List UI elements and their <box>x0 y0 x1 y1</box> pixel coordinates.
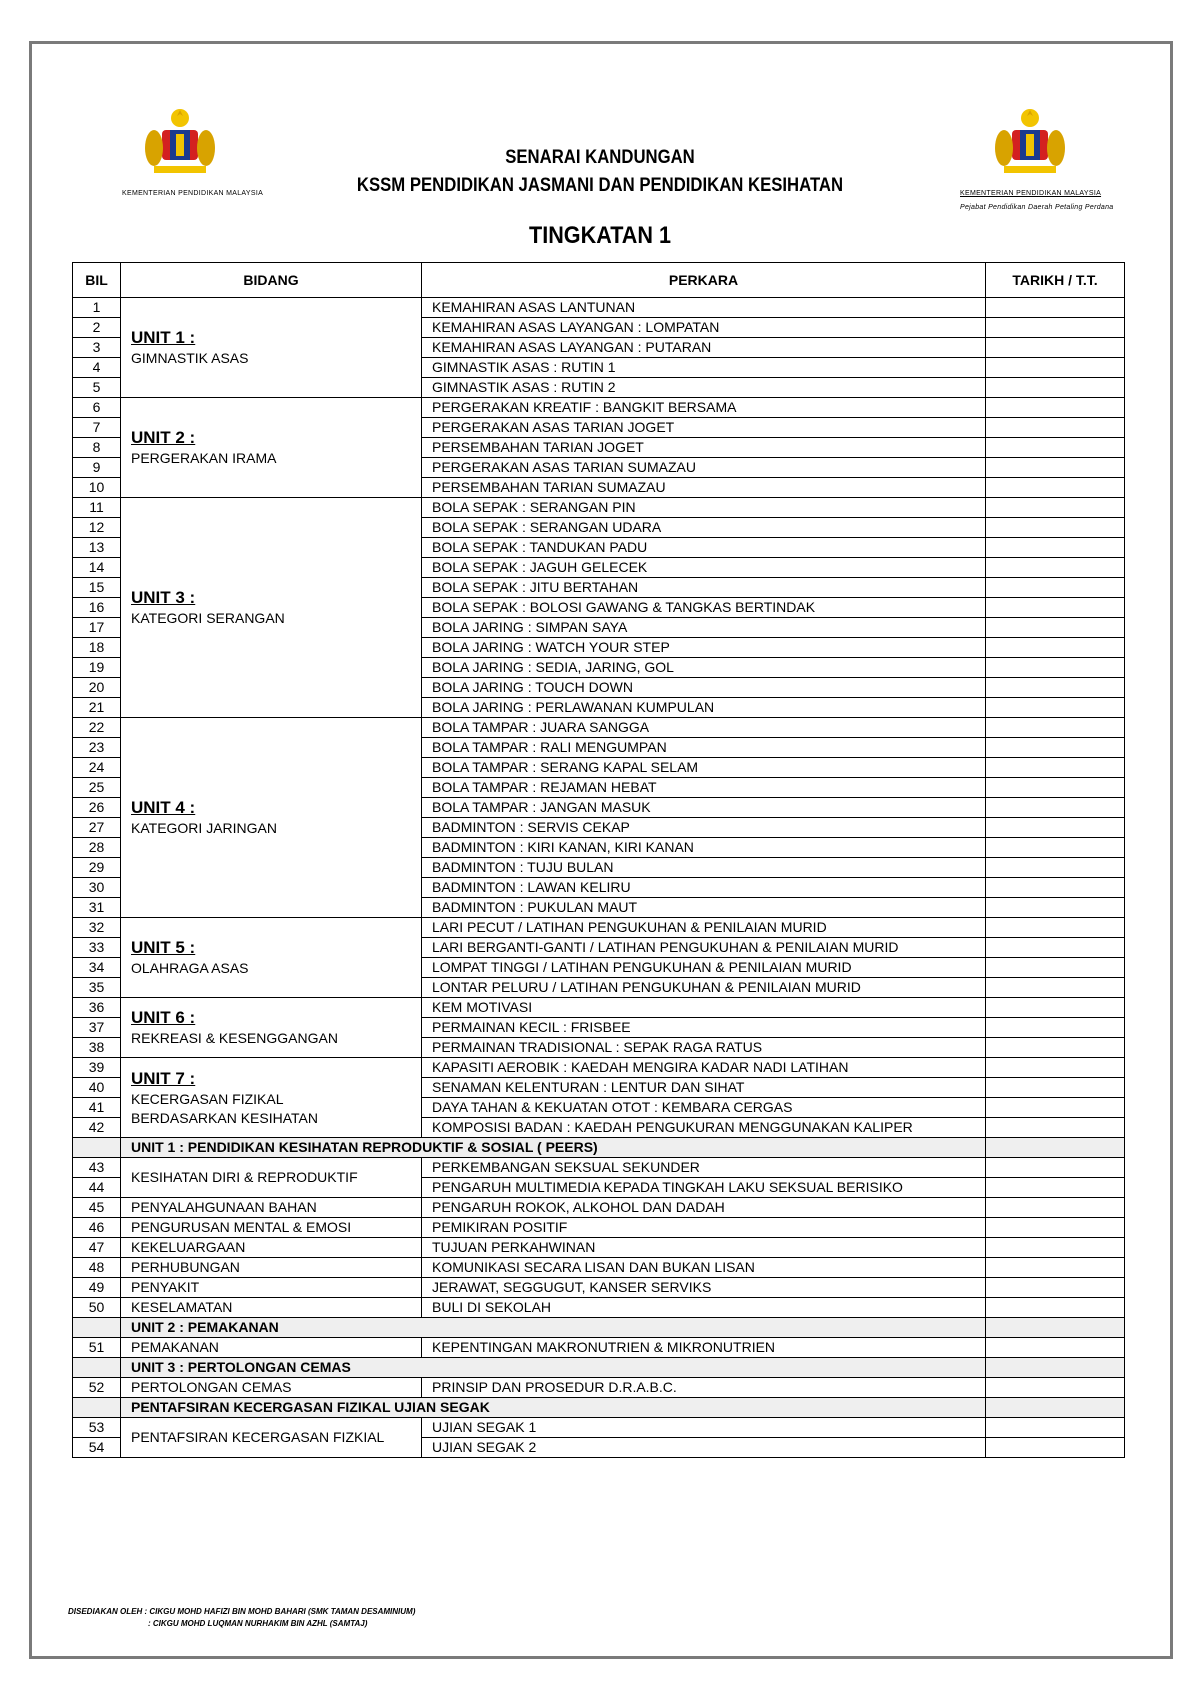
section-title: UNIT 1 : PENDIDIKAN KESIHATAN REPRODUKTIF & SOSIAL ( PEERS) <box>121 1138 986 1158</box>
row-tarikh-cell <box>986 1218 1125 1238</box>
row-perkara: BOLA TAMPAR : RALI MENGUMPAN <box>422 738 986 758</box>
row-tarikh-cell <box>986 578 1125 598</box>
section-title: UNIT 3 : PERTOLONGAN CEMAS <box>121 1358 986 1378</box>
row-perkara: PRINSIP DAN PROSEDUR D.R.A.B.C. <box>422 1378 986 1398</box>
row-perkara: PENGARUH MULTIMEDIA KEPADA TINGKAH LAKU SEKSUAL BERISIKO <box>422 1178 986 1198</box>
row-perkara: KEMAHIRAN ASAS LAYANGAN : PUTARAN <box>422 338 986 358</box>
bidang-cell <box>121 1298 422 1318</box>
row-bil: 21 <box>73 698 121 718</box>
row-perkara: KEMAHIRAN ASAS LANTUNAN <box>422 298 986 318</box>
row-perkara: PERMAINAN TRADISIONAL : SEPAK RAGA RATUS <box>422 1038 986 1058</box>
bidang-name: KATEGORI JARINGAN <box>131 820 277 836</box>
row-bil: 4 <box>73 358 121 378</box>
bidang-name: PENGURUSAN MENTAL & EMOSI <box>131 1219 352 1235</box>
row-bil: 6 <box>73 398 121 418</box>
row-perkara: KOMUNIKASI SECARA LISAN DAN BUKAN LISAN <box>422 1258 986 1278</box>
header-bil: BIL <box>73 263 121 298</box>
bidang-cell <box>121 1338 422 1358</box>
row-bil: 24 <box>73 758 121 778</box>
bidang-name: PENTAFSIRAN KECERGASAN FIZKIAL <box>131 1429 385 1445</box>
row-perkara: LOMPAT TINGGI / LATIHAN PENGUKUHAN & PENILAIAN MURID <box>422 958 986 978</box>
table-row <box>73 1418 1125 1438</box>
row-tarikh-cell <box>986 1118 1125 1138</box>
bidang-cell <box>121 1158 422 1198</box>
row-bil: 45 <box>73 1198 121 1218</box>
row-perkara: BOLA TAMPAR : JUARA SANGGA <box>422 718 986 738</box>
row-tarikh-cell <box>986 1098 1125 1118</box>
row-bil: 15 <box>73 578 121 598</box>
bidang-cell <box>121 1258 422 1278</box>
bidang-name: PERGERAKAN IRAMA <box>131 450 277 466</box>
bidang-name: KECERGASAN FIZIKAL <box>131 1090 284 1107</box>
row-tarikh-cell <box>986 878 1125 898</box>
row-perkara: BULI DI SEKOLAH <box>422 1298 986 1318</box>
row-tarikh-cell <box>986 938 1125 958</box>
footer <box>68 1606 415 1630</box>
bidang-cell <box>121 1418 422 1458</box>
row-tarikh-cell <box>986 1058 1125 1078</box>
row-tarikh-cell <box>986 618 1125 638</box>
malaysia-crest-right-icon <box>990 104 1070 184</box>
row-tarikh-cell <box>986 958 1125 978</box>
bidang-name: KESIHATAN DIRI & REPRODUKTIF <box>131 1169 358 1185</box>
section-row <box>73 1318 1125 1338</box>
title-block <box>250 144 950 250</box>
unit-label: UNIT 2 : <box>131 428 196 447</box>
section-bil-cell <box>73 1398 121 1418</box>
row-perkara: PERSEMBAHAN TARIAN JOGET <box>422 438 986 458</box>
title-kssm: KSSM PENDIDIKAN JASMANI DAN PENDIDIKAN KESIHATAN <box>356 175 844 196</box>
row-tarikh-cell <box>986 478 1125 498</box>
row-tarikh-cell <box>986 538 1125 558</box>
row-perkara: BOLA SEPAK : TANDUKAN PADU <box>422 538 986 558</box>
row-tarikh-cell <box>986 338 1125 358</box>
row-bil: 13 <box>73 538 121 558</box>
row-bil: 20 <box>73 678 121 698</box>
row-tarikh-cell <box>986 798 1125 818</box>
row-bil: 25 <box>73 778 121 798</box>
row-bil: 18 <box>73 638 121 658</box>
table-row <box>73 298 1125 318</box>
row-bil: 46 <box>73 1218 121 1238</box>
table-row <box>73 1298 1125 1318</box>
row-bil: 5 <box>73 378 121 398</box>
unit-label: UNIT 6 : <box>131 1008 196 1027</box>
row-bil: 48 <box>73 1258 121 1278</box>
row-perkara: BOLA JARING : SIMPAN SAYA <box>422 618 986 638</box>
table-row <box>73 1378 1125 1398</box>
row-bil: 32 <box>73 918 121 938</box>
row-perkara: BOLA SEPAK : SERANGAN PIN <box>422 498 986 518</box>
row-perkara: PERMAINAN KECIL : FRISBEE <box>422 1018 986 1038</box>
row-perkara: PERSEMBAHAN TARIAN SUMAZAU <box>422 478 986 498</box>
row-bil: 27 <box>73 818 121 838</box>
row-tarikh-cell <box>986 1418 1125 1438</box>
row-bil: 17 <box>73 618 121 638</box>
row-bil: 40 <box>73 1078 121 1098</box>
row-bil: 1 <box>73 298 121 318</box>
row-perkara: PERKEMBANGAN SEKSUAL SEKUNDER <box>422 1158 986 1178</box>
row-tarikh-cell <box>986 378 1125 398</box>
row-tarikh-cell <box>986 438 1125 458</box>
section-row <box>73 1358 1125 1378</box>
title-tingkatan: TINGKATAN 1 <box>528 222 672 249</box>
row-bil: 22 <box>73 718 121 738</box>
row-tarikh-cell <box>986 998 1125 1018</box>
bidang-name: PEMAKANAN <box>131 1339 219 1355</box>
row-perkara: BOLA JARING : WATCH YOUR STEP <box>422 638 986 658</box>
row-perkara: BADMINTON : KIRI KANAN, KIRI KANAN <box>422 838 986 858</box>
left-logo-label: KEMENTERIAN PENDIDIKAN MALAYSIA <box>122 190 264 197</box>
row-perkara: BADMINTON : TUJU BULAN <box>422 858 986 878</box>
row-bil: 3 <box>73 338 121 358</box>
row-bil: 16 <box>73 598 121 618</box>
table-row <box>73 1238 1125 1258</box>
unit-label: UNIT 3 : <box>131 588 196 607</box>
row-bil: 36 <box>73 998 121 1018</box>
row-perkara: BOLA SEPAK : BOLOSI GAWANG & TANGKAS BERTINDAK <box>422 598 986 618</box>
contents-table <box>72 262 1125 1458</box>
table-row <box>73 498 1125 518</box>
row-tarikh-cell <box>986 1038 1125 1058</box>
row-perkara: LARI BERGANTI-GANTI / LATIHAN PENGUKUHAN & PENILAIAN MURID <box>422 938 986 958</box>
row-perkara: KEM MOTIVASI <box>422 998 986 1018</box>
row-tarikh-cell <box>986 518 1125 538</box>
row-perkara: BOLA SEPAK : JAGUH GELECEK <box>422 558 986 578</box>
row-perkara: PERGERAKAN KREATIF : BANGKIT BERSAMA <box>422 398 986 418</box>
bidang-name: KATEGORI SERANGAN <box>131 610 285 626</box>
row-perkara: GIMNASTIK ASAS : RUTIN 2 <box>422 378 986 398</box>
table-row <box>73 398 1125 418</box>
row-perkara: KOMPOSISI BADAN : KAEDAH PENGUKURAN MENGGUNAKAN KALIPER <box>422 1118 986 1138</box>
row-tarikh-cell <box>986 698 1125 718</box>
bidang-name: PENYALAHGUNAAN BAHAN <box>131 1199 317 1215</box>
malaysia-crest-left-icon <box>140 104 220 184</box>
row-tarikh-cell <box>986 1178 1125 1198</box>
row-tarikh-cell <box>986 1258 1125 1278</box>
right-logo-sublabel: Pejabat Pendidikan Daerah Petaling Perdana <box>960 204 1114 211</box>
row-perkara: BOLA TAMPAR : REJAMAN HEBAT <box>422 778 986 798</box>
table-row <box>73 1158 1125 1178</box>
row-perkara: UJIAN SEGAK 2 <box>422 1438 986 1458</box>
bidang-name: GIMNASTIK ASAS <box>131 350 249 366</box>
row-bil: 26 <box>73 798 121 818</box>
row-bil: 11 <box>73 498 121 518</box>
row-perkara: BOLA TAMPAR : SERANG KAPAL SELAM <box>422 758 986 778</box>
row-bil: 14 <box>73 558 121 578</box>
row-bil: 52 <box>73 1378 121 1398</box>
row-tarikh-cell <box>986 658 1125 678</box>
bidang-cell <box>121 1278 422 1298</box>
section-row <box>73 1398 1125 1418</box>
bidang-name: REKREASI & KESENGGANGAN <box>131 1030 338 1046</box>
table-row <box>73 1198 1125 1218</box>
row-perkara: DAYA TAHAN & KEKUATAN OTOT : KEMBARA CERGAS <box>422 1098 986 1118</box>
row-perkara: BOLA SEPAK : JITU BERTAHAN <box>422 578 986 598</box>
row-tarikh-cell <box>986 898 1125 918</box>
row-bil: 8 <box>73 438 121 458</box>
section-tarikh-cell <box>986 1398 1125 1418</box>
row-tarikh-cell <box>986 498 1125 518</box>
row-tarikh-cell <box>986 1158 1125 1178</box>
bidang-cell <box>121 1378 422 1398</box>
bidang-name: KEKELUARGAAN <box>131 1239 246 1255</box>
row-perkara: BOLA TAMPAR : JANGAN MASUK <box>422 798 986 818</box>
title-senarai-kandungan: SENARAI KANDUNGAN <box>505 147 695 168</box>
row-perkara: BOLA JARING : TOUCH DOWN <box>422 678 986 698</box>
section-row <box>73 1138 1125 1158</box>
row-perkara: PEMIKIRAN POSITIF <box>422 1218 986 1238</box>
row-perkara: BOLA JARING : PERLAWANAN KUMPULAN <box>422 698 986 718</box>
row-bil: 19 <box>73 658 121 678</box>
row-bil: 41 <box>73 1098 121 1118</box>
row-tarikh-cell <box>986 858 1125 878</box>
header-perkara: PERKARA <box>422 263 986 298</box>
bidang-cell <box>121 998 422 1058</box>
row-perkara: TUJUAN PERKAHWINAN <box>422 1238 986 1258</box>
row-bil: 7 <box>73 418 121 438</box>
bidang-name: PERTOLONGAN CEMAS <box>131 1379 292 1395</box>
bidang-cell <box>121 298 422 398</box>
row-bil: 42 <box>73 1118 121 1138</box>
row-bil: 50 <box>73 1298 121 1318</box>
row-perkara: SENAMAN KELENTURAN : LENTUR DAN SIHAT <box>422 1078 986 1098</box>
row-bil: 43 <box>73 1158 121 1178</box>
footer-line-2: : CIKGU MOHD LUQMAN NURHAKIM BIN AZHL (SAMTAJ) <box>148 1619 368 1628</box>
row-tarikh-cell <box>986 1438 1125 1458</box>
unit-label: UNIT 4 : <box>131 798 196 817</box>
header-tarikh: TARIKH / T.T. <box>986 263 1125 298</box>
row-tarikh-cell <box>986 598 1125 618</box>
row-tarikh-cell <box>986 398 1125 418</box>
row-bil: 23 <box>73 738 121 758</box>
row-perkara: LARI PECUT / LATIHAN PENGUKUHAN & PENILAIAN MURID <box>422 918 986 938</box>
bidang-cell <box>121 1198 422 1218</box>
section-tarikh-cell <box>986 1138 1125 1158</box>
row-tarikh-cell <box>986 1238 1125 1258</box>
bidang-name: PENYAKIT <box>131 1279 200 1295</box>
row-tarikh-cell <box>986 418 1125 438</box>
row-tarikh-cell <box>986 778 1125 798</box>
section-tarikh-cell <box>986 1318 1125 1338</box>
table-row <box>73 918 1125 938</box>
header-bidang: BIDANG <box>121 263 422 298</box>
row-bil: 37 <box>73 1018 121 1038</box>
row-tarikh-cell <box>986 1198 1125 1218</box>
row-perkara: PERGERAKAN ASAS TARIAN JOGET <box>422 418 986 438</box>
row-perkara: PERGERAKAN ASAS TARIAN SUMAZAU <box>422 458 986 478</box>
row-perkara: BADMINTON : PUKULAN MAUT <box>422 898 986 918</box>
section-bil-cell <box>73 1318 121 1338</box>
row-tarikh-cell <box>986 458 1125 478</box>
bidang-cell <box>121 398 422 498</box>
row-tarikh-cell <box>986 558 1125 578</box>
section-title: UNIT 2 : PEMAKANAN <box>121 1318 986 1338</box>
row-perkara: LONTAR PELURU / LATIHAN PENGUKUHAN & PENILAIAN MURID <box>422 978 986 998</box>
row-bil: 33 <box>73 938 121 958</box>
row-tarikh-cell <box>986 318 1125 338</box>
bidang-cell <box>121 1058 422 1138</box>
row-bil: 39 <box>73 1058 121 1078</box>
row-perkara: GIMNASTIK ASAS : RUTIN 1 <box>422 358 986 378</box>
row-tarikh-cell <box>986 818 1125 838</box>
row-bil: 44 <box>73 1178 121 1198</box>
row-perkara: BADMINTON : LAWAN KELIRU <box>422 878 986 898</box>
section-bil-cell <box>73 1358 121 1378</box>
bidang-cell <box>121 498 422 718</box>
row-perkara: KAPASITI AEROBIK : KAEDAH MENGIRA KADAR NADI LATIHAN <box>422 1058 986 1078</box>
row-bil: 28 <box>73 838 121 858</box>
row-tarikh-cell <box>986 1018 1125 1038</box>
row-bil: 10 <box>73 478 121 498</box>
table-row <box>73 1218 1125 1238</box>
bidang-name: BERDASARKAN KESIHATAN <box>131 1109 318 1126</box>
row-tarikh-cell <box>986 678 1125 698</box>
row-perkara: BADMINTON : SERVIS CEKAP <box>422 818 986 838</box>
row-tarikh-cell <box>986 718 1125 738</box>
right-logo-label: KEMENTERIAN PENDIDIKAN MALAYSIA <box>960 190 1102 197</box>
section-title: PENTAFSIRAN KECERGASAN FIZIKAL UJIAN SEGAK <box>121 1398 986 1418</box>
table-row <box>73 1338 1125 1358</box>
row-bil: 30 <box>73 878 121 898</box>
unit-label: UNIT 5 : <box>131 938 196 957</box>
row-bil: 49 <box>73 1278 121 1298</box>
row-perkara: PENGARUH ROKOK, ALKOHOL DAN DADAH <box>422 1198 986 1218</box>
row-bil: 9 <box>73 458 121 478</box>
bidang-name: PERHUBUNGAN <box>131 1259 240 1275</box>
row-perkara: KEPENTINGAN MAKRONUTRIEN & MIKRONUTRIEN <box>422 1338 986 1358</box>
row-bil: 12 <box>73 518 121 538</box>
bidang-name: KESELAMATAN <box>131 1299 233 1315</box>
unit-label: UNIT 7 : <box>131 1068 196 1088</box>
row-bil: 34 <box>73 958 121 978</box>
row-bil: 38 <box>73 1038 121 1058</box>
row-tarikh-cell <box>986 358 1125 378</box>
table-row <box>73 1058 1125 1078</box>
row-tarikh-cell <box>986 758 1125 778</box>
table-row <box>73 718 1125 738</box>
row-tarikh-cell <box>986 1298 1125 1318</box>
row-bil: 47 <box>73 1238 121 1258</box>
row-bil: 54 <box>73 1438 121 1458</box>
row-tarikh-cell <box>986 1338 1125 1358</box>
footer-line-1: DISEDIAKAN OLEH : CIKGU MOHD HAFIZI BIN MOHD BAHARI (SMK TAMAN DESAMINIUM) <box>68 1607 416 1616</box>
row-bil: 53 <box>73 1418 121 1438</box>
row-tarikh-cell <box>986 298 1125 318</box>
bidang-cell <box>121 718 422 918</box>
row-bil: 29 <box>73 858 121 878</box>
bidang-cell <box>121 918 422 998</box>
row-bil: 51 <box>73 1338 121 1358</box>
table-row <box>73 1278 1125 1298</box>
table-row <box>73 1258 1125 1278</box>
row-tarikh-cell <box>986 838 1125 858</box>
row-bil: 2 <box>73 318 121 338</box>
row-tarikh-cell <box>986 638 1125 658</box>
section-bil-cell <box>73 1138 121 1158</box>
table-row <box>73 998 1125 1018</box>
row-tarikh-cell <box>986 1378 1125 1398</box>
row-bil: 31 <box>73 898 121 918</box>
row-perkara: BOLA JARING : SEDIA, JARING, GOL <box>422 658 986 678</box>
row-perkara: JERAWAT, SEGGUGUT, KANSER SERVIKS <box>422 1278 986 1298</box>
row-perkara: UJIAN SEGAK 1 <box>422 1418 986 1438</box>
unit-label: UNIT 1 : <box>131 328 196 347</box>
row-perkara: KEMAHIRAN ASAS LAYANGAN : LOMPATAN <box>422 318 986 338</box>
row-tarikh-cell <box>986 1078 1125 1098</box>
contents-table-body <box>73 298 1125 1458</box>
row-perkara: BOLA SEPAK : SERANGAN UDARA <box>422 518 986 538</box>
bidang-name: OLAHRAGA ASAS <box>131 960 249 976</box>
row-bil: 35 <box>73 978 121 998</box>
row-tarikh-cell <box>986 978 1125 998</box>
row-tarikh-cell <box>986 918 1125 938</box>
row-tarikh-cell <box>986 738 1125 758</box>
bidang-cell <box>121 1238 422 1258</box>
row-tarikh-cell <box>986 1278 1125 1298</box>
section-tarikh-cell <box>986 1358 1125 1378</box>
bidang-cell <box>121 1218 422 1238</box>
